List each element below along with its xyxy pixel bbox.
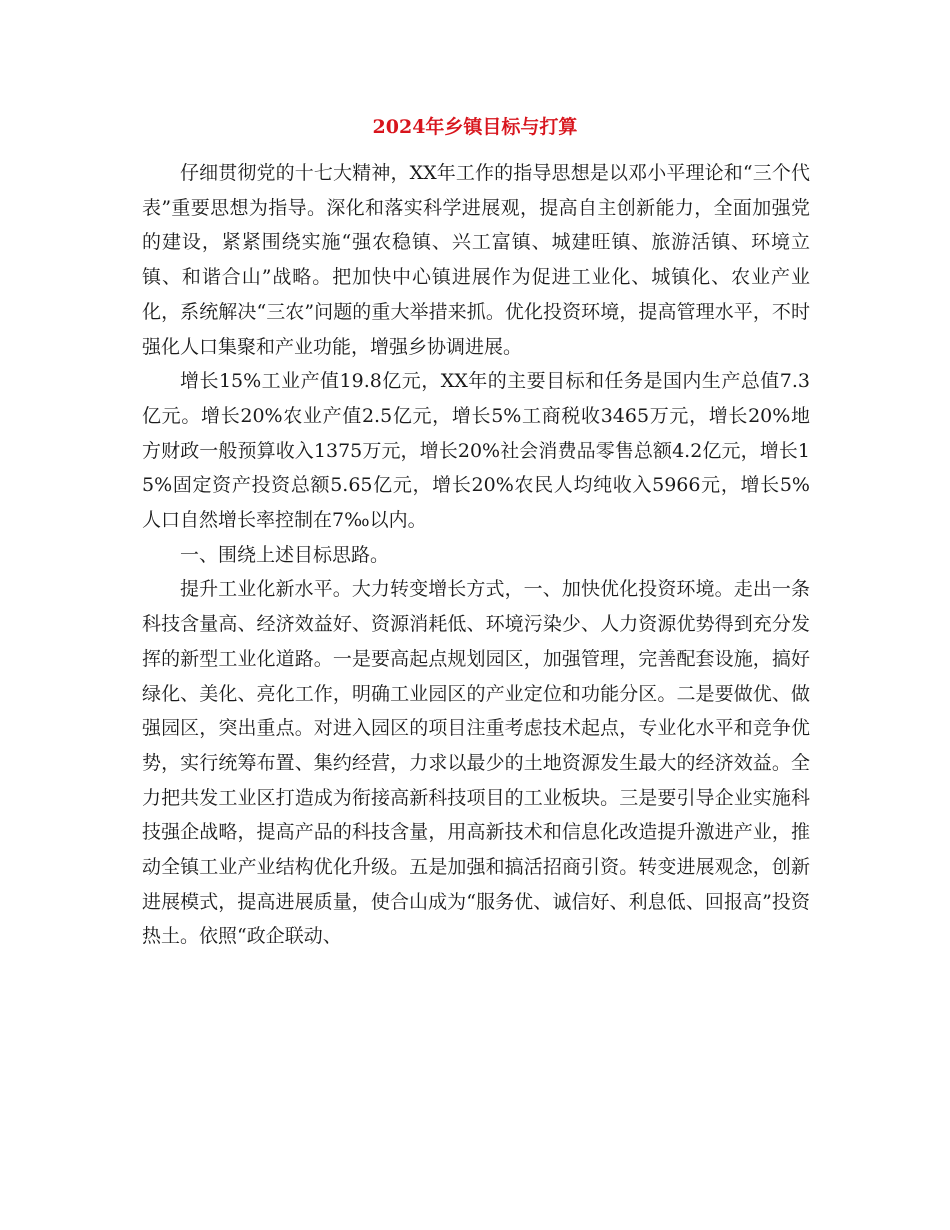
document-body (142, 156, 810, 954)
paragraph-guiding-ideology: 仔细贯彻党的十七大精神，XX年工作的指导思想是以邓小平理论和“三个代表”重要思想为指导。深化和落实科学进展观，提高自主创新能力，全面加强党的建设，紧紧围绕实施“强农稳镇、兴工富镇、城建旺镇、旅游活镇、环境立镇、和谐合山”战略。把加快中心镇进展作为促进工业化、城镇化、农业产业化，系统解决“三农”问题的重大举措来抓。优化投资环境，提高管理水平，不时强化人口集聚和产业功能，增强乡协调进展。 (142, 162, 810, 358)
document-title: 2024年乡镇目标与打算 (372, 116, 578, 138)
section-heading-one: 一、围绕上述目标思路。 (180, 543, 390, 566)
paragraph-industrialization: 提升工业化新水平。大力转变增长方式，一、加快优化投资环境。走出一条科技含量高、经济效益好、资源消耗低、环境污染少、人力资源优势得到充分发挥的新型工业化道路。一是要高起点规划园区，加强管理，完善配套设施，搞好绿化、美化、亮化工作，明确工业园区的产业定位和功能分区。二是要做优、做强园区，突出重点。对进入园区的项目注重考虑技术起点，专业化水平和竞争优势，实行统筹布置、集约经营，力求以最少的土地资源发生最大的经济效益。全力把共发工业区打造成为衔接高新科技项目的工业板块。三是要引导企业实施科技强企战略，提高产品的科技含量，用高新技术和信息化改造提升激进产业，推动全镇工业产业结构优化升级。五是加强和搞活招商引资。转变进展观念，创新进展模式，提高进展质量，使合山成为“服务优、诚信好、利息低、回报高”投资热土。依照“政企联动、 (142, 578, 810, 948)
paragraph-main-targets: 增长15%工业产值19.8亿元，XX年的主要目标和任务是国内生产总值7.3亿元。增长20%农业产值2.5亿元，增长5%工商税收3465万元，增长20%地方财政一般预算收入1375万元，增长20%社会消费品零售总额4.2亿元，增长15%固定资产投资总额5.65亿元，增长20%农民人均纯收入5966元，增长5%人口自然增长率控制在7‰以内。 (142, 370, 810, 532)
